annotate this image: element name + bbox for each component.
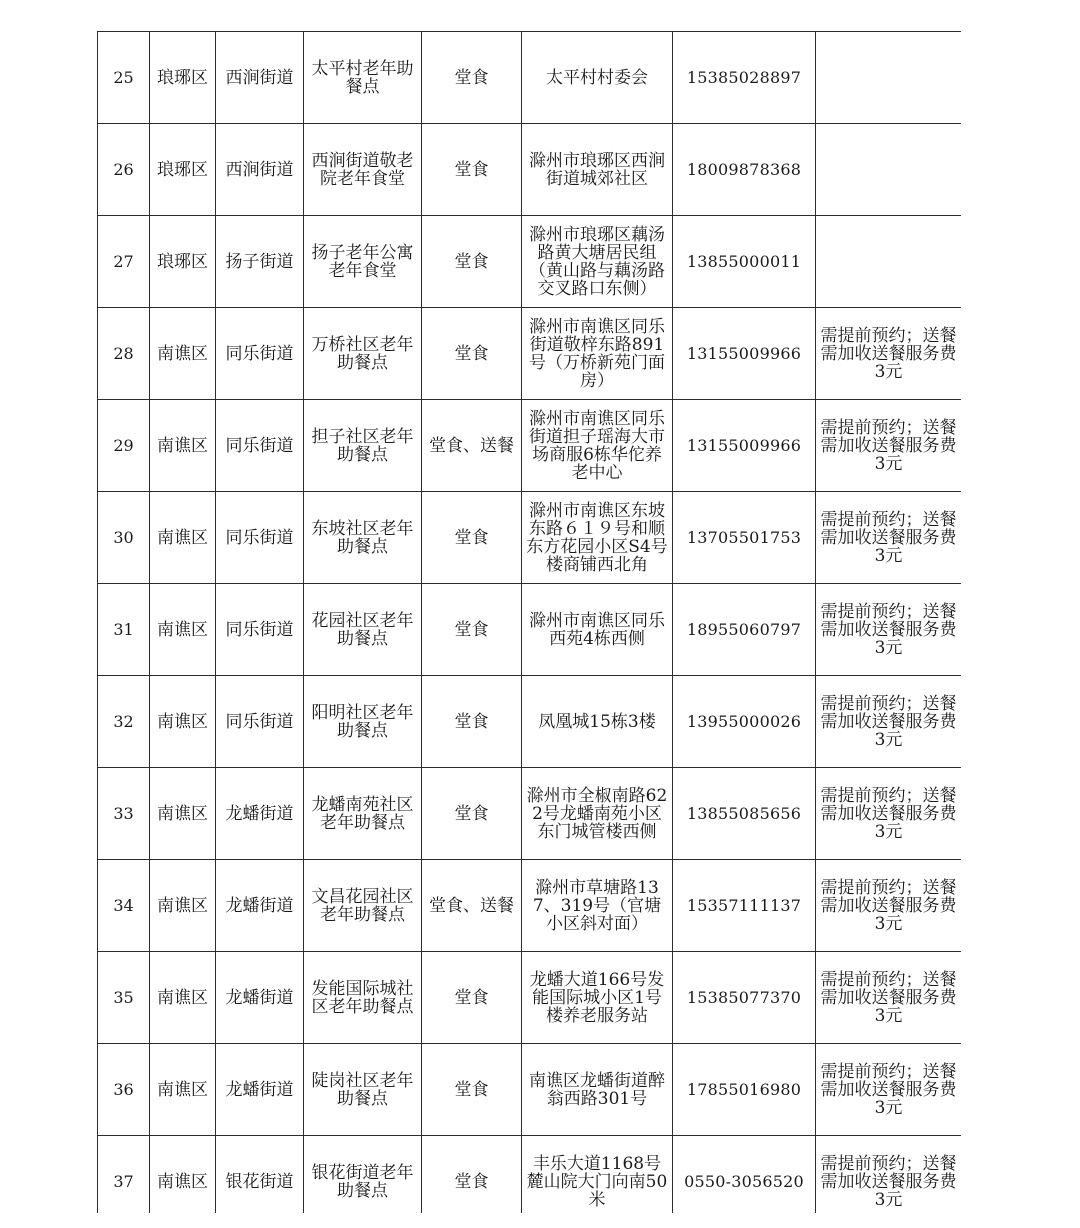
address-cell: 滁州市琅琊区西涧街道城郊社区 xyxy=(522,124,673,216)
service-type-cell: 堂食 xyxy=(422,1136,522,1214)
street-cell: 西涧街道 xyxy=(216,32,304,124)
meal-point-name-cell: 花园社区老年助餐点 xyxy=(304,584,422,676)
meal-point-name-cell: 扬子老年公寓老年食堂 xyxy=(304,216,422,308)
note-cell: 需提前预约；送餐需加收送餐服务费3元 xyxy=(816,860,962,952)
phone-cell: 18955060797 xyxy=(673,584,816,676)
phone-cell: 15357111137 xyxy=(673,860,816,952)
phone-cell: 13855000011 xyxy=(673,216,816,308)
note-cell: 需提前预约；送餐需加收送餐服务费3元 xyxy=(816,1136,962,1214)
table-row xyxy=(98,768,962,860)
meal-point-name-cell: 银花街道老年助餐点 xyxy=(304,1136,422,1214)
district-cell: 南谯区 xyxy=(150,1136,216,1214)
address-cell: 滁州市南谯区同乐西苑4栋西侧 xyxy=(522,584,673,676)
district-cell: 南谯区 xyxy=(150,952,216,1044)
service-type-cell: 堂食 xyxy=(422,124,522,216)
row-number: 31 xyxy=(98,584,150,676)
district-cell: 南谯区 xyxy=(150,676,216,768)
meal-point-name-cell: 发能国际城社区老年助餐点 xyxy=(304,952,422,1044)
table-row xyxy=(98,308,962,400)
service-type-cell: 堂食 xyxy=(422,676,522,768)
service-type-cell: 堂食 xyxy=(422,308,522,400)
row-number: 37 xyxy=(98,1136,150,1214)
district-cell: 南谯区 xyxy=(150,308,216,400)
row-number: 28 xyxy=(98,308,150,400)
address-cell: 滁州市草塘路137、319号（官塘小区斜对面） xyxy=(522,860,673,952)
note-cell: 需提前预约；送餐需加收送餐服务费3元 xyxy=(816,584,962,676)
phone-cell: 13955000026 xyxy=(673,676,816,768)
note-cell xyxy=(816,216,962,308)
street-cell: 同乐街道 xyxy=(216,492,304,584)
address-cell: 滁州市全椒南路622号龙蟠南苑小区东门城管楼西侧 xyxy=(522,768,673,860)
note-cell: 需提前预约；送餐需加收送餐服务费3元 xyxy=(816,492,962,584)
table-row xyxy=(98,1044,962,1136)
phone-cell: 13855085656 xyxy=(673,768,816,860)
phone-cell: 13155009966 xyxy=(673,308,816,400)
street-cell: 银花街道 xyxy=(216,1136,304,1214)
service-type-cell: 堂食 xyxy=(422,32,522,124)
district-cell: 南谯区 xyxy=(150,584,216,676)
service-type-cell: 堂食 xyxy=(422,768,522,860)
meal-points-table-page xyxy=(97,31,961,1213)
note-cell xyxy=(816,32,962,124)
district-cell: 琅琊区 xyxy=(150,216,216,308)
street-cell: 龙蟠街道 xyxy=(216,768,304,860)
note-cell xyxy=(816,124,962,216)
address-cell: 龙蟠大道166号发能国际城小区1号楼养老服务站 xyxy=(522,952,673,1044)
meal-point-name-cell: 文昌花园社区老年助餐点 xyxy=(304,860,422,952)
address-cell: 滁州市琅琊区藕汤路黄大塘居民组（黄山路与藕汤路交叉路口东侧） xyxy=(522,216,673,308)
district-cell: 南谯区 xyxy=(150,492,216,584)
note-cell: 需提前预约；送餐需加收送餐服务费3元 xyxy=(816,768,962,860)
street-cell: 龙蟠街道 xyxy=(216,952,304,1044)
service-type-cell: 堂食、送餐 xyxy=(422,860,522,952)
service-type-cell: 堂食 xyxy=(422,492,522,584)
service-type-cell: 堂食 xyxy=(422,952,522,1044)
meal-point-name-cell: 阳明社区老年助餐点 xyxy=(304,676,422,768)
table-row xyxy=(98,952,962,1044)
phone-cell: 17855016980 xyxy=(673,1044,816,1136)
table-row xyxy=(98,32,962,124)
row-number: 27 xyxy=(98,216,150,308)
address-cell: 滁州市南谯区东坡东路６１９号和顺东方花园小区S4号楼商铺西北角 xyxy=(522,492,673,584)
service-type-cell: 堂食、送餐 xyxy=(422,400,522,492)
address-cell: 丰乐大道1168号麓山院大门向南50米 xyxy=(522,1136,673,1214)
row-number: 29 xyxy=(98,400,150,492)
district-cell: 琅琊区 xyxy=(150,124,216,216)
note-cell: 需提前预约；送餐需加收送餐服务费3元 xyxy=(816,400,962,492)
street-cell: 扬子街道 xyxy=(216,216,304,308)
table-row xyxy=(98,124,962,216)
meal-point-name-cell: 太平村老年助餐点 xyxy=(304,32,422,124)
address-cell: 太平村村委会 xyxy=(522,32,673,124)
table-body xyxy=(98,32,962,1214)
note-cell: 需提前预约；送餐需加收送餐服务费3元 xyxy=(816,952,962,1044)
table-row xyxy=(98,216,962,308)
street-cell: 同乐街道 xyxy=(216,400,304,492)
address-cell: 凤凰城15栋3楼 xyxy=(522,676,673,768)
phone-cell: 13705501753 xyxy=(673,492,816,584)
phone-cell: 0550-3056520 xyxy=(673,1136,816,1214)
note-cell: 需提前预约；送餐需加收送餐服务费3元 xyxy=(816,676,962,768)
address-cell: 滁州市南谯区同乐街道担子瑶海大市场商服6栋华佗养老中心 xyxy=(522,400,673,492)
service-type-cell: 堂食 xyxy=(422,584,522,676)
district-cell: 南谯区 xyxy=(150,1044,216,1136)
district-cell: 南谯区 xyxy=(150,400,216,492)
phone-cell: 18009878368 xyxy=(673,124,816,216)
meal-points-table xyxy=(97,31,961,1213)
note-cell: 需提前预约；送餐需加收送餐服务费3元 xyxy=(816,1044,962,1136)
table-row xyxy=(98,492,962,584)
meal-point-name-cell: 西涧街道敬老院老年食堂 xyxy=(304,124,422,216)
street-cell: 同乐街道 xyxy=(216,308,304,400)
table-row xyxy=(98,860,962,952)
street-cell: 同乐街道 xyxy=(216,676,304,768)
row-number: 26 xyxy=(98,124,150,216)
district-cell: 南谯区 xyxy=(150,860,216,952)
table-row xyxy=(98,584,962,676)
table-row xyxy=(98,676,962,768)
note-cell: 需提前预约；送餐需加收送餐服务费3元 xyxy=(816,308,962,400)
service-type-cell: 堂食 xyxy=(422,1044,522,1136)
row-number: 30 xyxy=(98,492,150,584)
service-type-cell: 堂食 xyxy=(422,216,522,308)
row-number: 34 xyxy=(98,860,150,952)
meal-point-name-cell: 陡岗社区老年助餐点 xyxy=(304,1044,422,1136)
table-row xyxy=(98,1136,962,1214)
phone-cell: 13155009966 xyxy=(673,400,816,492)
address-cell: 滁州市南谯区同乐街道敬梓东路891号（万桥新苑门面房） xyxy=(522,308,673,400)
street-cell: 同乐街道 xyxy=(216,584,304,676)
street-cell: 西涧街道 xyxy=(216,124,304,216)
phone-cell: 15385077370 xyxy=(673,952,816,1044)
meal-point-name-cell: 担子社区老年助餐点 xyxy=(304,400,422,492)
row-number: 36 xyxy=(98,1044,150,1136)
row-number: 25 xyxy=(98,32,150,124)
meal-point-name-cell: 东坡社区老年助餐点 xyxy=(304,492,422,584)
street-cell: 龙蟠街道 xyxy=(216,860,304,952)
row-number: 33 xyxy=(98,768,150,860)
street-cell: 龙蟠街道 xyxy=(216,1044,304,1136)
address-cell: 南谯区龙蟠街道醉翁西路301号 xyxy=(522,1044,673,1136)
district-cell: 南谯区 xyxy=(150,768,216,860)
district-cell: 琅琊区 xyxy=(150,32,216,124)
phone-cell: 15385028897 xyxy=(673,32,816,124)
meal-point-name-cell: 万桥社区老年助餐点 xyxy=(304,308,422,400)
row-number: 35 xyxy=(98,952,150,1044)
table-row xyxy=(98,400,962,492)
meal-point-name-cell: 龙蟠南苑社区老年助餐点 xyxy=(304,768,422,860)
row-number: 32 xyxy=(98,676,150,768)
